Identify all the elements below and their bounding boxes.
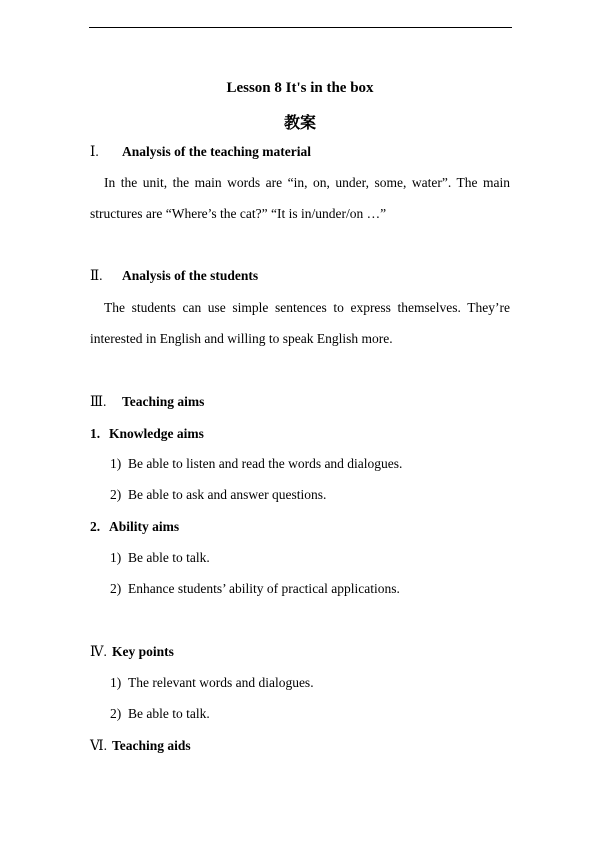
subsection-2-title: Ability aims <box>109 519 180 534</box>
document-title: Lesson 8 It's in the box <box>226 80 374 96</box>
item-text: Be able to talk. <box>128 550 210 565</box>
item-text: Be able to listen and read the words and dialogues. <box>128 456 403 471</box>
section-6-number: Ⅵ. <box>90 738 107 753</box>
section-3-heading <box>90 394 204 410</box>
section-4-number: Ⅳ. <box>90 644 107 659</box>
header-rule <box>89 27 512 28</box>
section-3-title: Teaching aims <box>122 394 205 409</box>
ability-aim-item-2 <box>110 581 400 597</box>
section-1-paragraph-line-1: In the unit, the main words are “in, on, under, some, water”. The main <box>104 175 510 190</box>
item-text: The relevant words and dialogues. <box>128 675 314 690</box>
knowledge-aim-item-1 <box>110 456 402 472</box>
section-2-title: Analysis of the students <box>122 268 259 283</box>
section-2-paragraph-line-1: The students can use simple sentences to express themselves. They’re <box>104 300 510 315</box>
section-1-paragraph-line-2: structures are “Where’s the cat?” “It is in/under/on …” <box>90 206 387 221</box>
item-number: 1) <box>110 456 122 471</box>
subsection-1-number: 1. <box>90 426 101 441</box>
subsection-2-heading <box>90 519 179 535</box>
item-text: Be able to talk. <box>128 706 210 721</box>
subsection-1-title: Knowledge aims <box>109 426 204 441</box>
section-1-heading <box>90 144 311 160</box>
item-number: 2) <box>110 581 122 596</box>
item-number: 1) <box>110 675 122 690</box>
section-6-heading <box>90 738 191 754</box>
key-point-item-2 <box>110 706 210 722</box>
item-text: Be able to ask and answer questions. <box>128 487 327 502</box>
section-2-paragraph-line-2: interested in English and willing to speak English more. <box>90 331 393 346</box>
subsection-1-heading <box>90 426 204 442</box>
key-point-item-1 <box>110 675 314 691</box>
item-text: Enhance students’ ability of practical applications. <box>128 581 400 596</box>
subsection-2-number: 2. <box>90 519 101 534</box>
item-number: 1) <box>110 550 122 565</box>
section-3-number: Ⅲ. <box>90 394 107 409</box>
ability-aim-item-1 <box>110 550 210 566</box>
item-number: 2) <box>110 487 122 502</box>
section-1-number: Ⅰ. <box>90 144 99 159</box>
section-2-heading <box>90 268 258 284</box>
section-4-title: Key points <box>112 644 174 659</box>
item-number: 2) <box>110 706 122 721</box>
document-subtitle: 教案 <box>283 113 316 132</box>
knowledge-aim-item-2 <box>110 487 326 503</box>
section-6-title: Teaching aids <box>112 738 191 753</box>
section-4-heading <box>90 644 174 660</box>
section-2-number: Ⅱ. <box>90 268 103 283</box>
section-1-title: Analysis of the teaching material <box>122 144 311 159</box>
